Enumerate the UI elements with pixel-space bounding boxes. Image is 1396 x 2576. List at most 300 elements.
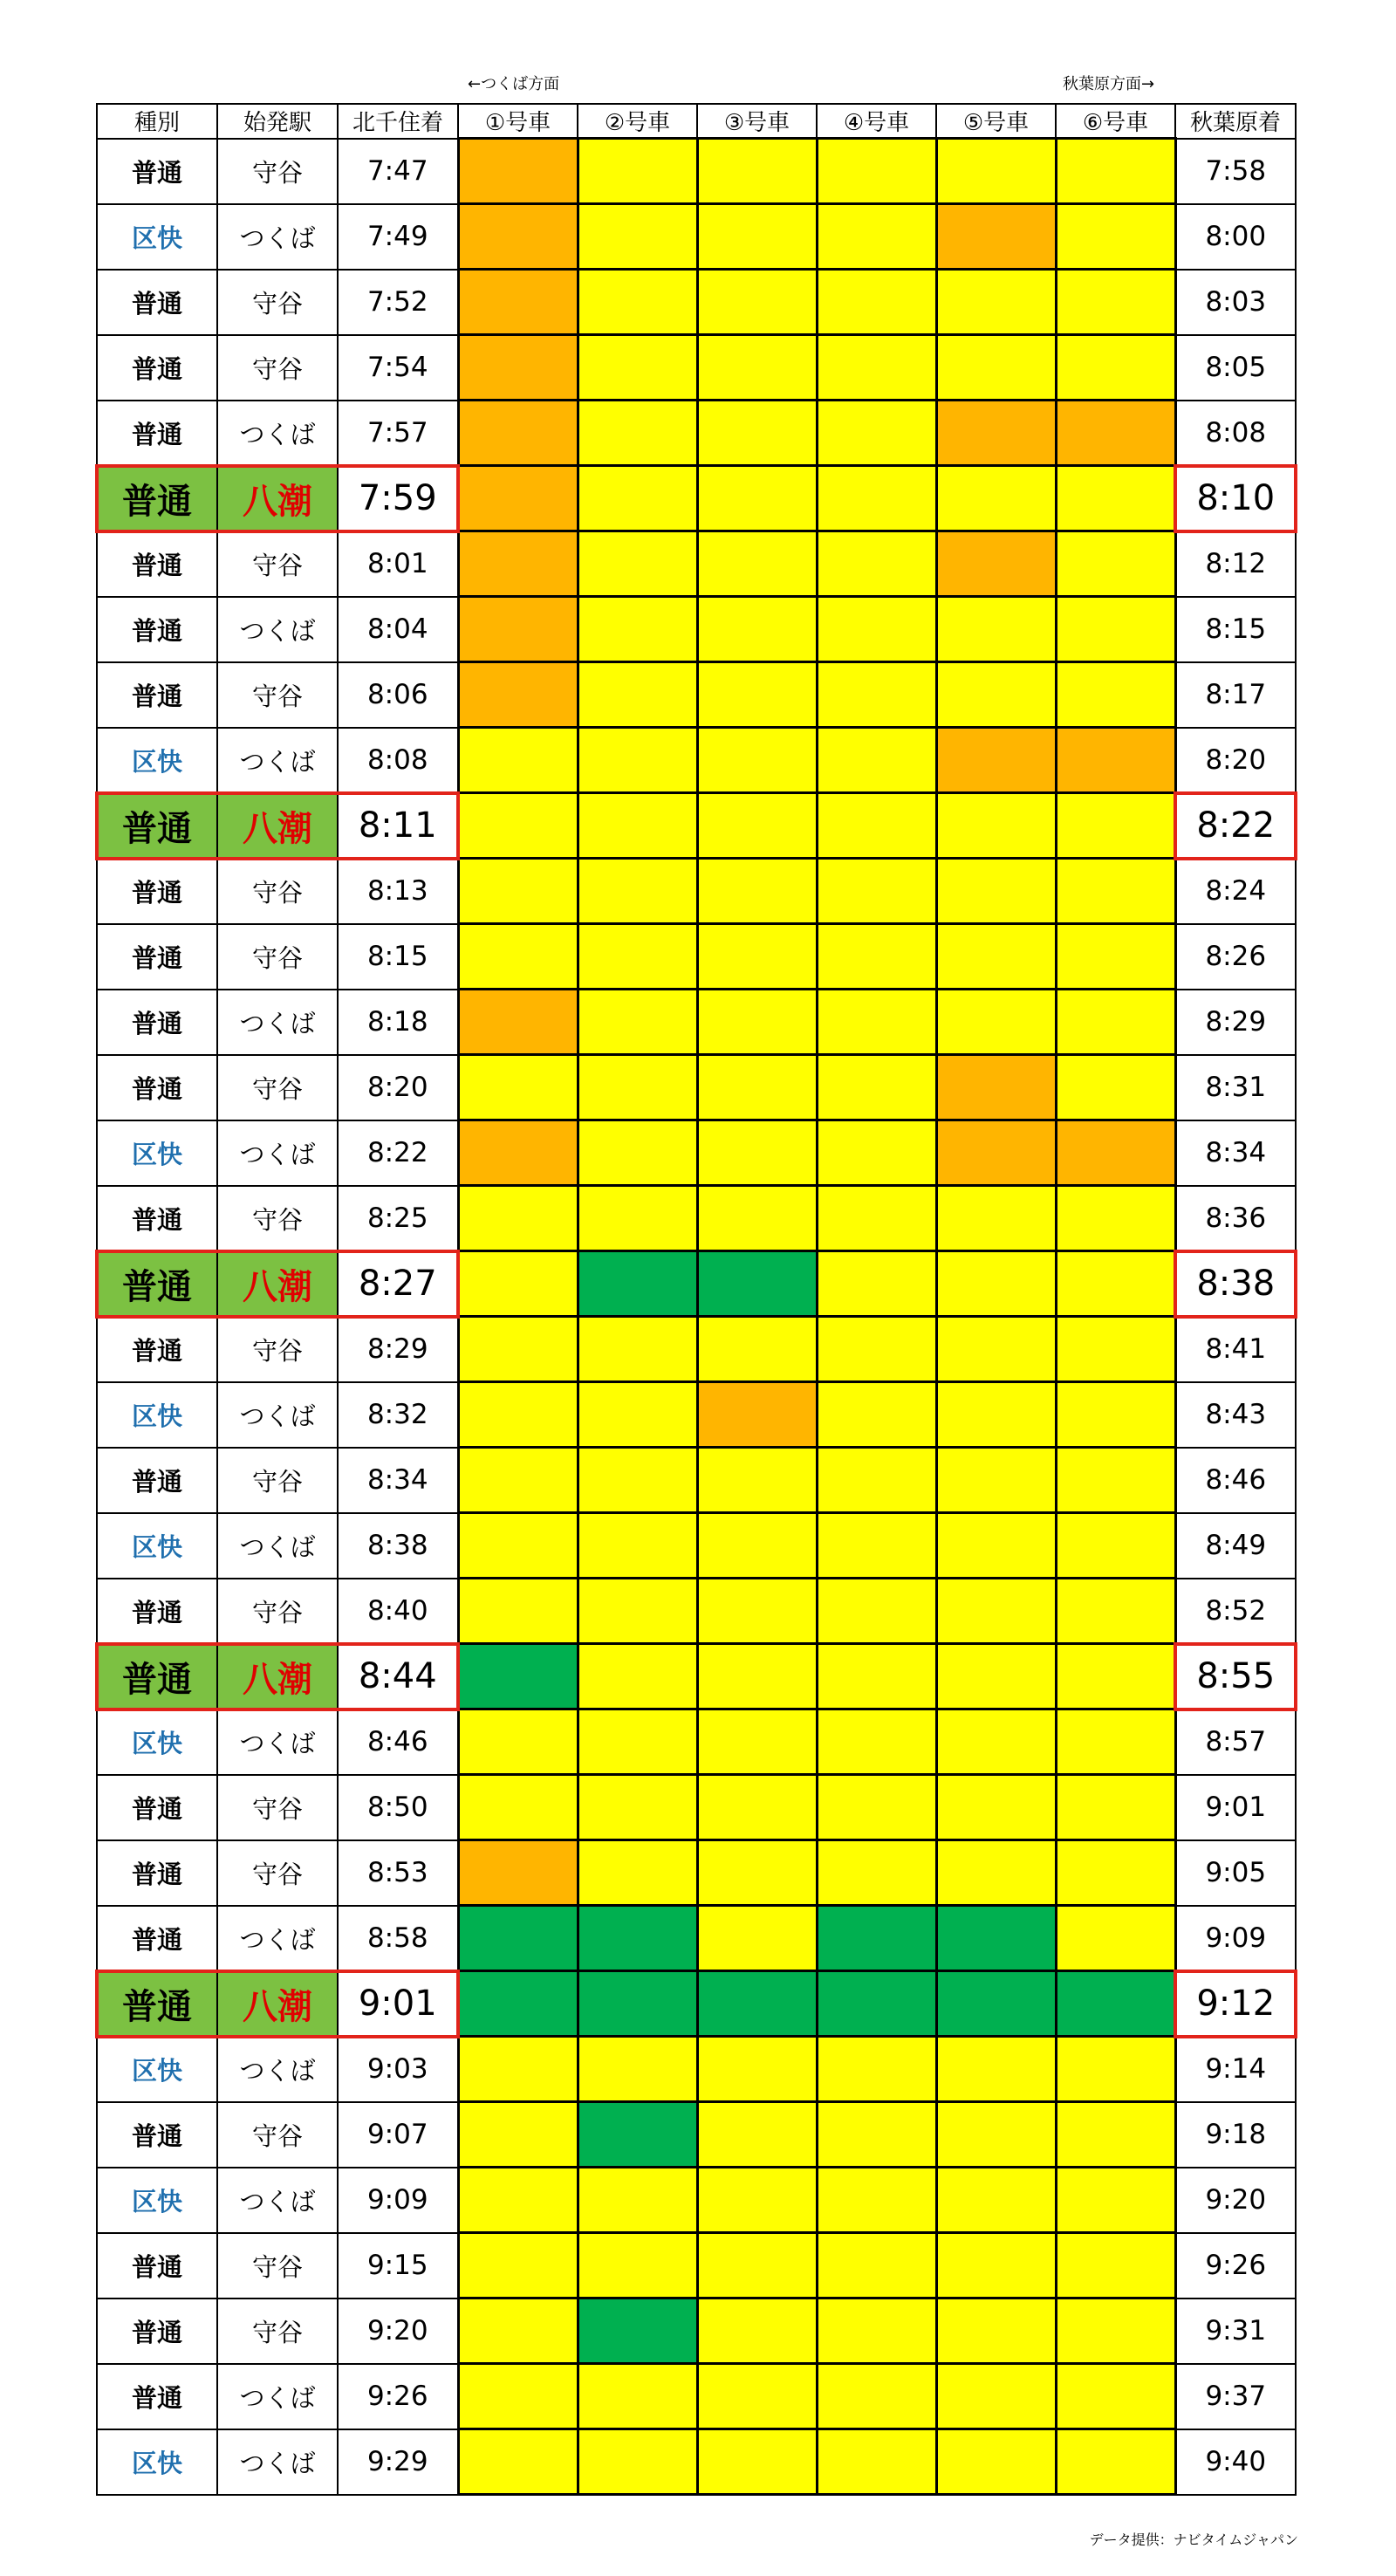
- kitasenju-arrival: 8:34: [338, 1448, 458, 1513]
- kitasenju-arrival: 8:38: [338, 1513, 458, 1579]
- akihabara-arrival: 8:34: [1175, 1120, 1296, 1186]
- kitasenju-arrival: 8:20: [338, 1055, 458, 1120]
- car-2-congestion: [578, 1186, 697, 1251]
- car-1-congestion: [458, 924, 578, 990]
- direction-right-label: 秋葉原方面→: [1063, 75, 1155, 93]
- table-row: [97, 2102, 1296, 2168]
- car-6-congestion: [1056, 1317, 1175, 1382]
- train-type: 普通: [97, 466, 217, 531]
- akihabara-arrival: 8:22: [1175, 793, 1296, 859]
- akihabara-arrival: 8:36: [1175, 1186, 1296, 1251]
- train-type: 普通: [97, 1579, 217, 1644]
- car-3-congestion: [697, 1644, 817, 1709]
- car-2-congestion: [578, 139, 697, 204]
- car-1-congestion: [458, 335, 578, 401]
- akihabara-arrival: 9:18: [1175, 2102, 1296, 2168]
- car-5-congestion: [936, 859, 1056, 924]
- car-3-congestion: [697, 401, 817, 466]
- car-2-congestion: [578, 1709, 697, 1775]
- car-1-congestion: [458, 1382, 578, 1448]
- table-row: [97, 531, 1296, 597]
- car-3-congestion: [697, 1775, 817, 1840]
- table-row: [97, 1513, 1296, 1579]
- kitasenju-arrival: 8:13: [338, 859, 458, 924]
- car-2-congestion: [578, 793, 697, 859]
- akihabara-arrival: 8:03: [1175, 270, 1296, 335]
- train-type: 普通: [97, 1448, 217, 1513]
- table-row: [97, 1775, 1296, 1840]
- train-type: 普通: [97, 793, 217, 859]
- car-6-congestion: [1056, 1709, 1175, 1775]
- kitasenju-arrival: 8:53: [338, 1840, 458, 1906]
- train-type: 普通: [97, 139, 217, 204]
- car-5-congestion: [936, 139, 1056, 204]
- kitasenju-arrival: 9:07: [338, 2102, 458, 2168]
- header-row: [97, 104, 1296, 139]
- table-row: [97, 2037, 1296, 2102]
- car-6-congestion: [1056, 793, 1175, 859]
- car-6-congestion: [1056, 859, 1175, 924]
- origin-station: 守谷: [217, 335, 338, 401]
- kitasenju-arrival: 8:15: [338, 924, 458, 990]
- car-3-congestion: [697, 1579, 817, 1644]
- car-4-congestion: [817, 2299, 936, 2364]
- kitasenju-arrival: 7:54: [338, 335, 458, 401]
- car-2-congestion: [578, 1120, 697, 1186]
- car-2-congestion: [578, 1448, 697, 1513]
- akihabara-arrival: 8:31: [1175, 1055, 1296, 1120]
- origin-station: つくば: [217, 990, 338, 1055]
- car-2-congestion: [578, 1055, 697, 1120]
- car-5-congestion: [936, 2102, 1056, 2168]
- car-2-congestion: [578, 1840, 697, 1906]
- car-3-congestion: [697, 2429, 817, 2495]
- car-2-congestion: [578, 401, 697, 466]
- origin-station: つくば: [217, 728, 338, 793]
- car-1-congestion: [458, 2168, 578, 2233]
- origin-station: 守谷: [217, 1579, 338, 1644]
- header-type: 種別: [97, 104, 217, 139]
- car-6-congestion: [1056, 1579, 1175, 1644]
- car-6-congestion: [1056, 2168, 1175, 2233]
- car-3-congestion: [697, 1120, 817, 1186]
- car-5-congestion: [936, 1120, 1056, 1186]
- akihabara-arrival: 9:14: [1175, 2037, 1296, 2102]
- car-1-congestion: [458, 531, 578, 597]
- car-3-congestion: [697, 1709, 817, 1775]
- kitasenju-arrival: 7:47: [338, 139, 458, 204]
- akihabara-arrival: 8:26: [1175, 924, 1296, 990]
- akihabara-arrival: 9:09: [1175, 1906, 1296, 1971]
- train-type: 普通: [97, 1840, 217, 1906]
- car-6-congestion: [1056, 1775, 1175, 1840]
- akihabara-arrival: 8:08: [1175, 401, 1296, 466]
- origin-station: つくば: [217, 2429, 338, 2495]
- kitasenju-arrival: 9:29: [338, 2429, 458, 2495]
- car-3-congestion: [697, 728, 817, 793]
- car-6-congestion: [1056, 1251, 1175, 1317]
- car-3-congestion: [697, 597, 817, 662]
- car-1-congestion: [458, 793, 578, 859]
- table-row: [97, 1382, 1296, 1448]
- car-6-congestion: [1056, 1644, 1175, 1709]
- car-2-congestion: [578, 2037, 697, 2102]
- car-2-congestion: [578, 2233, 697, 2299]
- car-5-congestion: [936, 335, 1056, 401]
- kitasenju-arrival: 8:27: [338, 1251, 458, 1317]
- kitasenju-arrival: 7:49: [338, 204, 458, 270]
- car-5-congestion: [936, 2037, 1056, 2102]
- car-5-congestion: [936, 401, 1056, 466]
- car-6-congestion: [1056, 139, 1175, 204]
- table-row: [97, 2364, 1296, 2429]
- car-4-congestion: [817, 1775, 936, 1840]
- car-6-congestion: [1056, 2299, 1175, 2364]
- train-type: 普通: [97, 1644, 217, 1709]
- car-2-congestion: [578, 597, 697, 662]
- akihabara-arrival: 9:40: [1175, 2429, 1296, 2495]
- table-row: [97, 924, 1296, 990]
- origin-station: 八潮: [217, 466, 338, 531]
- car-1-congestion: [458, 1709, 578, 1775]
- kitasenju-arrival: 8:29: [338, 1317, 458, 1382]
- kitasenju-arrival: 8:06: [338, 662, 458, 728]
- car-4-congestion: [817, 1513, 936, 1579]
- car-2-congestion: [578, 2102, 697, 2168]
- train-type: 普通: [97, 597, 217, 662]
- car-4-congestion: [817, 2233, 936, 2299]
- akihabara-arrival: 8:38: [1175, 1251, 1296, 1317]
- car-4-congestion: [817, 728, 936, 793]
- origin-station: つくば: [217, 204, 338, 270]
- train-type: 普通: [97, 1317, 217, 1382]
- akihabara-arrival: 8:57: [1175, 1709, 1296, 1775]
- car-2-congestion: [578, 1251, 697, 1317]
- car-5-congestion: [936, 1840, 1056, 1906]
- car-4-congestion: [817, 139, 936, 204]
- car-3-congestion: [697, 531, 817, 597]
- table-row: [97, 2299, 1296, 2364]
- header-car-4: ④号車: [817, 104, 936, 139]
- car-1-congestion: [458, 1971, 578, 2037]
- akihabara-arrival: 8:10: [1175, 466, 1296, 531]
- header-origin: 始発駅: [217, 104, 338, 139]
- car-5-congestion: [936, 466, 1056, 531]
- car-3-congestion: [697, 1971, 817, 2037]
- akihabara-arrival: 8:52: [1175, 1579, 1296, 1644]
- car-6-congestion: [1056, 2364, 1175, 2429]
- car-5-congestion: [936, 597, 1056, 662]
- akihabara-arrival: 8:55: [1175, 1644, 1296, 1709]
- car-3-congestion: [697, 1382, 817, 1448]
- akihabara-arrival: 8:05: [1175, 335, 1296, 401]
- table-row: [97, 1186, 1296, 1251]
- car-3-congestion: [697, 793, 817, 859]
- kitasenju-arrival: 9:26: [338, 2364, 458, 2429]
- kitasenju-arrival: 9:15: [338, 2233, 458, 2299]
- car-3-congestion: [697, 204, 817, 270]
- origin-station: 守谷: [217, 662, 338, 728]
- car-1-congestion: [458, 2299, 578, 2364]
- table-row: [97, 1840, 1296, 1906]
- akihabara-arrival: 9:37: [1175, 2364, 1296, 2429]
- train-type: 区快: [97, 2429, 217, 2495]
- origin-station: 守谷: [217, 1840, 338, 1906]
- table-row: [97, 1317, 1296, 1382]
- direction-left-label: ←つくば方面: [468, 75, 560, 93]
- train-type: 普通: [97, 1186, 217, 1251]
- origin-station: 守谷: [217, 1055, 338, 1120]
- origin-station: 守谷: [217, 2299, 338, 2364]
- car-3-congestion: [697, 990, 817, 1055]
- akihabara-arrival: 9:12: [1175, 1971, 1296, 2037]
- car-4-congestion: [817, 1840, 936, 1906]
- car-2-congestion: [578, 1775, 697, 1840]
- car-3-congestion: [697, 335, 817, 401]
- car-4-congestion: [817, 1644, 936, 1709]
- car-5-congestion: [936, 2168, 1056, 2233]
- car-6-congestion: [1056, 1055, 1175, 1120]
- train-type: 普通: [97, 335, 217, 401]
- table-row: [97, 793, 1296, 859]
- car-5-congestion: [936, 924, 1056, 990]
- table-row: [97, 1709, 1296, 1775]
- car-1-congestion: [458, 1448, 578, 1513]
- car-2-congestion: [578, 924, 697, 990]
- origin-station: 守谷: [217, 1186, 338, 1251]
- origin-station: つくば: [217, 401, 338, 466]
- car-2-congestion: [578, 270, 697, 335]
- car-4-congestion: [817, 1120, 936, 1186]
- akihabara-arrival: 9:20: [1175, 2168, 1296, 2233]
- origin-station: 守谷: [217, 139, 338, 204]
- table-row: [97, 662, 1296, 728]
- kitasenju-arrival: 8:25: [338, 1186, 458, 1251]
- car-5-congestion: [936, 1317, 1056, 1382]
- akihabara-arrival: 7:58: [1175, 139, 1296, 204]
- car-2-congestion: [578, 1906, 697, 1971]
- kitasenju-arrival: 9:03: [338, 2037, 458, 2102]
- origin-station: 八潮: [217, 1644, 338, 1709]
- data-credit: データ提供：ナビタイムジャパン: [1089, 2531, 1298, 2548]
- train-type: 普通: [97, 2299, 217, 2364]
- car-2-congestion: [578, 1644, 697, 1709]
- car-1-congestion: [458, 1906, 578, 1971]
- train-type: 区快: [97, 1709, 217, 1775]
- car-6-congestion: [1056, 1120, 1175, 1186]
- car-3-congestion: [697, 1055, 817, 1120]
- car-1-congestion: [458, 662, 578, 728]
- kitasenju-arrival: 8:22: [338, 1120, 458, 1186]
- akihabara-arrival: 8:15: [1175, 597, 1296, 662]
- table-row: [97, 859, 1296, 924]
- table-row: [97, 401, 1296, 466]
- car-3-congestion: [697, 2168, 817, 2233]
- car-1-congestion: [458, 204, 578, 270]
- car-3-congestion: [697, 1448, 817, 1513]
- train-type: 普通: [97, 990, 217, 1055]
- car-1-congestion: [458, 1251, 578, 1317]
- car-2-congestion: [578, 2364, 697, 2429]
- car-6-congestion: [1056, 1971, 1175, 2037]
- car-4-congestion: [817, 1186, 936, 1251]
- car-6-congestion: [1056, 401, 1175, 466]
- car-2-congestion: [578, 466, 697, 531]
- car-3-congestion: [697, 2037, 817, 2102]
- car-1-congestion: [458, 990, 578, 1055]
- origin-station: 守谷: [217, 924, 338, 990]
- car-2-congestion: [578, 1317, 697, 1382]
- car-5-congestion: [936, 2364, 1056, 2429]
- train-type: 区快: [97, 1513, 217, 1579]
- origin-station: 八潮: [217, 1971, 338, 2037]
- akihabara-arrival: 8:12: [1175, 531, 1296, 597]
- car-6-congestion: [1056, 204, 1175, 270]
- car-2-congestion: [578, 990, 697, 1055]
- header-car-1: ①号車: [458, 104, 578, 139]
- train-type: 普通: [97, 662, 217, 728]
- train-type: 普通: [97, 2364, 217, 2429]
- kitasenju-arrival: 8:44: [338, 1644, 458, 1709]
- origin-station: 守谷: [217, 859, 338, 924]
- car-3-congestion: [697, 1317, 817, 1382]
- train-type: 普通: [97, 924, 217, 990]
- table-row: [97, 139, 1296, 204]
- car-5-congestion: [936, 270, 1056, 335]
- car-3-congestion: [697, 924, 817, 990]
- car-2-congestion: [578, 2168, 697, 2233]
- car-4-congestion: [817, 531, 936, 597]
- table-row: [97, 204, 1296, 270]
- train-type: 区快: [97, 2168, 217, 2233]
- car-6-congestion: [1056, 597, 1175, 662]
- origin-station: つくば: [217, 1120, 338, 1186]
- car-3-congestion: [697, 2102, 817, 2168]
- car-3-congestion: [697, 139, 817, 204]
- header-car-2: ②号車: [578, 104, 697, 139]
- car-5-congestion: [936, 1644, 1056, 1709]
- akihabara-arrival: 8:17: [1175, 662, 1296, 728]
- train-type: 普通: [97, 1251, 217, 1317]
- car-2-congestion: [578, 204, 697, 270]
- car-6-congestion: [1056, 2037, 1175, 2102]
- table-row: [97, 2168, 1296, 2233]
- akihabara-arrival: 8:00: [1175, 204, 1296, 270]
- kitasenju-arrival: 7:57: [338, 401, 458, 466]
- car-4-congestion: [817, 793, 936, 859]
- car-4-congestion: [817, 597, 936, 662]
- header-car-5: ⑤号車: [936, 104, 1056, 139]
- origin-station: つくば: [217, 2168, 338, 2233]
- car-4-congestion: [817, 1251, 936, 1317]
- train-type: 区快: [97, 2037, 217, 2102]
- car-4-congestion: [817, 466, 936, 531]
- table-row: [97, 1971, 1296, 2037]
- car-2-congestion: [578, 531, 697, 597]
- table-row: [97, 990, 1296, 1055]
- car-6-congestion: [1056, 728, 1175, 793]
- car-5-congestion: [936, 1579, 1056, 1644]
- car-4-congestion: [817, 335, 936, 401]
- car-2-congestion: [578, 1971, 697, 2037]
- car-2-congestion: [578, 728, 697, 793]
- table-row: [97, 1448, 1296, 1513]
- car-1-congestion: [458, 1120, 578, 1186]
- car-3-congestion: [697, 1906, 817, 1971]
- train-type: 区快: [97, 1382, 217, 1448]
- akihabara-arrival: 8:46: [1175, 1448, 1296, 1513]
- car-4-congestion: [817, 2168, 936, 2233]
- table-row: [97, 1644, 1296, 1709]
- akihabara-arrival: 8:49: [1175, 1513, 1296, 1579]
- congestion-timetable: [96, 103, 1297, 2496]
- table-row: [97, 335, 1296, 401]
- header-car-3: ③号車: [697, 104, 817, 139]
- car-5-congestion: [936, 1513, 1056, 1579]
- car-4-congestion: [817, 1971, 936, 2037]
- car-4-congestion: [817, 1382, 936, 1448]
- car-1-congestion: [458, 2037, 578, 2102]
- car-3-congestion: [697, 1186, 817, 1251]
- car-4-congestion: [817, 662, 936, 728]
- origin-station: 守谷: [217, 531, 338, 597]
- table-row: [97, 1251, 1296, 1317]
- car-5-congestion: [936, 1775, 1056, 1840]
- car-5-congestion: [936, 1448, 1056, 1513]
- car-5-congestion: [936, 1709, 1056, 1775]
- car-3-congestion: [697, 1513, 817, 1579]
- akihabara-arrival: 8:20: [1175, 728, 1296, 793]
- kitasenju-arrival: 9:01: [338, 1971, 458, 2037]
- car-1-congestion: [458, 2429, 578, 2495]
- car-1-congestion: [458, 728, 578, 793]
- car-2-congestion: [578, 2299, 697, 2364]
- car-2-congestion: [578, 859, 697, 924]
- car-5-congestion: [936, 2429, 1056, 2495]
- car-4-congestion: [817, 1055, 936, 1120]
- car-4-congestion: [817, 1579, 936, 1644]
- origin-station: 八潮: [217, 793, 338, 859]
- akihabara-arrival: 9:31: [1175, 2299, 1296, 2364]
- car-3-congestion: [697, 1840, 817, 1906]
- table-row: [97, 597, 1296, 662]
- origin-station: つくば: [217, 1906, 338, 1971]
- car-5-congestion: [936, 1055, 1056, 1120]
- header-car-6: ⑥号車: [1056, 104, 1175, 139]
- car-5-congestion: [936, 1382, 1056, 1448]
- origin-station: 守谷: [217, 1317, 338, 1382]
- car-4-congestion: [817, 990, 936, 1055]
- car-1-congestion: [458, 1579, 578, 1644]
- car-1-congestion: [458, 1055, 578, 1120]
- kitasenju-arrival: 9:20: [338, 2299, 458, 2364]
- train-type: 普通: [97, 531, 217, 597]
- train-type: 普通: [97, 2102, 217, 2168]
- car-5-congestion: [936, 1971, 1056, 2037]
- akihabara-arrival: 9:26: [1175, 2233, 1296, 2299]
- car-6-congestion: [1056, 2429, 1175, 2495]
- car-6-congestion: [1056, 531, 1175, 597]
- train-type: 普通: [97, 401, 217, 466]
- car-5-congestion: [936, 990, 1056, 1055]
- car-6-congestion: [1056, 1448, 1175, 1513]
- kitasenju-arrival: 8:32: [338, 1382, 458, 1448]
- car-4-congestion: [817, 2364, 936, 2429]
- origin-station: つくば: [217, 1709, 338, 1775]
- car-6-congestion: [1056, 335, 1175, 401]
- car-4-congestion: [817, 401, 936, 466]
- car-6-congestion: [1056, 466, 1175, 531]
